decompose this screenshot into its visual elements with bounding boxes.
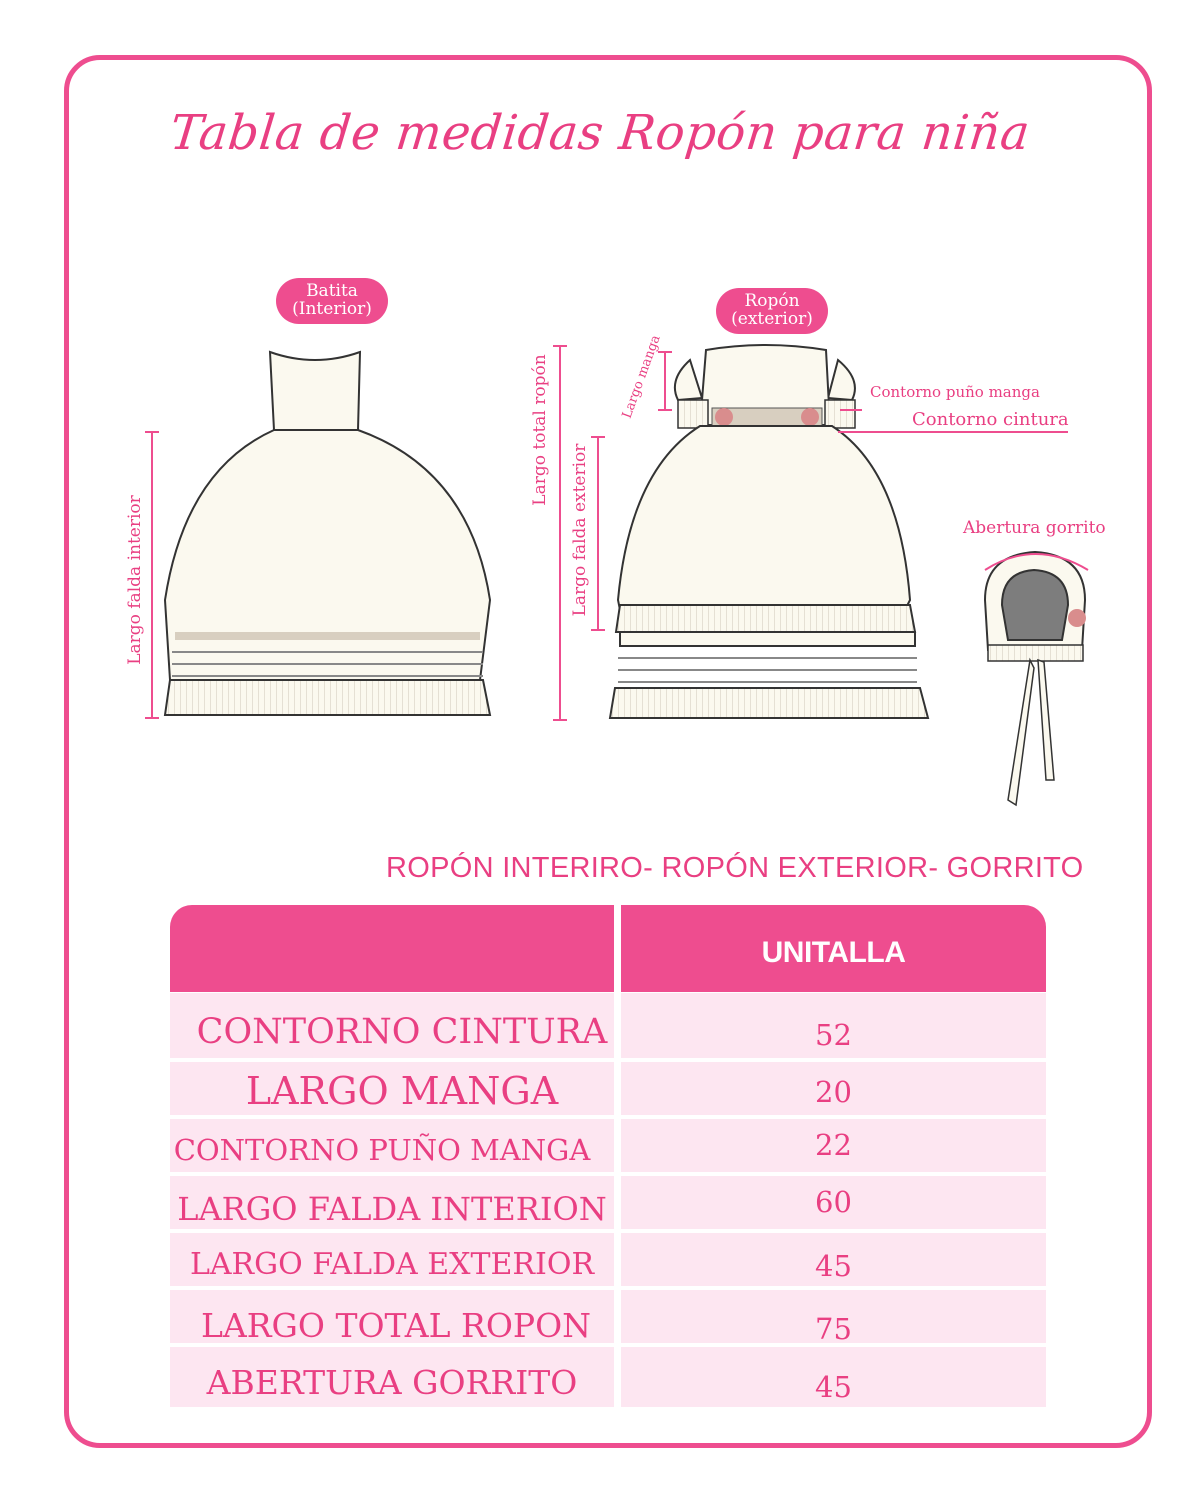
table-header-blank xyxy=(170,905,614,992)
row-label: ABERTURA GORRITO xyxy=(170,1347,614,1407)
row-label: CONTORNO CINTURA xyxy=(170,993,614,1058)
row-label: CONTORNO PUÑO MANGA xyxy=(170,1119,614,1172)
size-table xyxy=(170,905,1046,1407)
row-value: 75 xyxy=(621,1290,1046,1343)
row-value: 52 xyxy=(621,993,1046,1058)
row-value: 22 xyxy=(621,1119,1046,1172)
exterior-label-pill xyxy=(716,288,828,334)
interior-dress xyxy=(165,352,490,715)
exterior-label-line1: Ropón xyxy=(744,291,800,311)
label-contorno-cintura: Contorno cintura xyxy=(912,409,1069,430)
table-row xyxy=(170,1062,1046,1115)
table-subtitle: ROPÓN INTERIRO- ROPÓN EXTERIOR- GORRITO xyxy=(386,852,1084,884)
exterior-label-line2: (exterior) xyxy=(731,309,813,329)
label-largo-total-ropon: Largo total ropón xyxy=(530,354,550,506)
table-row xyxy=(170,1347,1046,1407)
label-contorno-puno-manga: Contorno puño manga xyxy=(870,383,1040,401)
row-value: 45 xyxy=(621,1347,1046,1407)
label-abertura-gorrito: Abertura gorrito xyxy=(963,518,1106,538)
label-largo-falda-interior: Largo falda interior xyxy=(125,495,145,665)
row-label: LARGO TOTAL ROPON xyxy=(170,1290,614,1343)
bonnet xyxy=(985,552,1086,805)
table-row xyxy=(170,1119,1046,1172)
interior-label-line1: Batita xyxy=(306,281,358,301)
table-row xyxy=(170,1290,1046,1346)
table-row xyxy=(170,993,1046,1052)
interior-label-line2: (Interior) xyxy=(292,299,372,319)
row-value: 20 xyxy=(621,1062,1046,1115)
label-largo-manga: Largo manga xyxy=(619,333,664,421)
label-largo-falda-exterior: Largo falda exterior xyxy=(570,443,590,617)
interior-label-pill xyxy=(276,278,388,324)
row-value: 45 xyxy=(621,1233,1046,1286)
row-label: LARGO FALDA EXTERIOR xyxy=(170,1233,614,1286)
table-row xyxy=(170,1176,1046,1229)
table-row xyxy=(170,1233,1046,1286)
row-label: LARGO MANGA xyxy=(170,1062,614,1115)
table-header-size: UNITALLA xyxy=(621,905,1046,992)
page-title: Tabla de medidas Ropón para niña xyxy=(167,105,1033,161)
row-label: LARGO FALDA INTERION xyxy=(170,1176,614,1229)
row-value: 60 xyxy=(621,1176,1046,1229)
